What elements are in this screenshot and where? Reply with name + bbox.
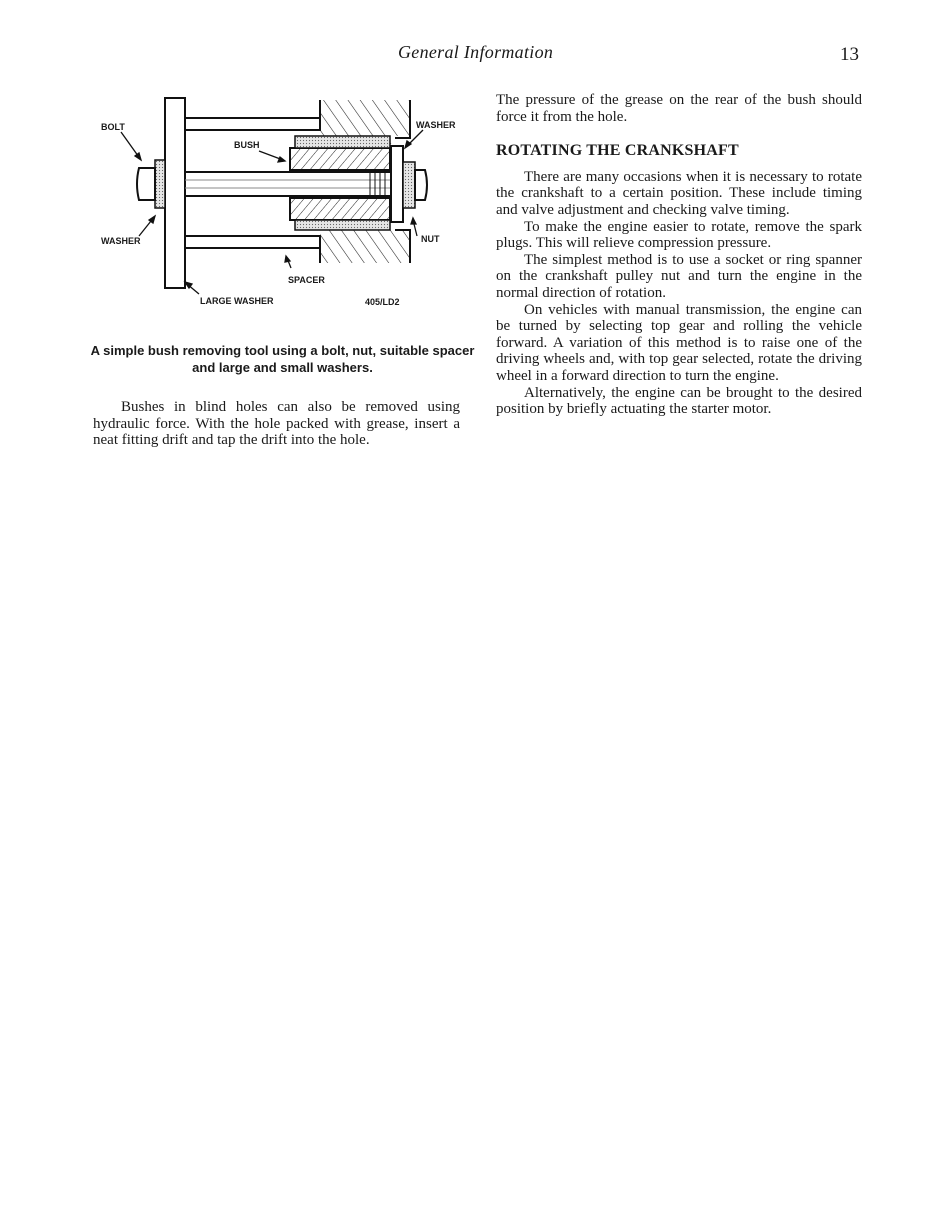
label-bush: BUSH — [234, 140, 260, 150]
bolt-head — [137, 160, 165, 208]
bush-removing-tool-diagram — [95, 88, 470, 318]
body-paragraph: Bushes in blind holes can also be removed using hydraulic force. With the hole packed with grease, insert a neat fitting drift and tap the drift into the hole. — [93, 399, 460, 449]
label-washer-left: WASHER — [101, 236, 141, 246]
header-title: General Information — [398, 42, 554, 62]
body-paragraph: Alternatively, the engine can be brought to the desired position by briefly actuating the starter motor. — [496, 384, 862, 418]
body-paragraph: The pressure of the grease on the rear of the bush should force it from the hole. — [496, 92, 862, 125]
label-nut: NUT — [421, 234, 440, 244]
right-column — [496, 92, 862, 418]
figure-code: 405/LD2 — [365, 297, 400, 307]
left-column — [93, 399, 460, 449]
washer-and-nut — [391, 146, 427, 222]
label-washer-right: WASHER — [416, 120, 456, 130]
large-washer — [165, 98, 185, 288]
label-bolt: BOLT — [101, 122, 125, 132]
section-heading: ROTATING THE CRANKSHAFT — [496, 142, 739, 160]
body-paragraph: To make the engine easier to rotate, remove the spark plugs. This will relieve compression pressure. — [496, 218, 862, 252]
bolt-shank — [185, 172, 405, 196]
label-large-washer: LARGE WASHER — [200, 296, 274, 306]
label-spacer: SPACER — [288, 275, 325, 285]
figure-caption: A simple bush removing tool using a bolt, nut, suitable spacer and large and small washers. — [90, 343, 475, 375]
body-paragraph: The simplest method is to use a socket or ring spanner on the crankshaft pulley nut and turn the engine in the normal direction of rotation. — [496, 251, 862, 301]
body-paragraph: There are many occasions when it is necessary to rotate the crankshaft to a certain position. These include timing and valve adjustment and checking valve timing. — [496, 168, 862, 218]
bush-removing-tool-figure — [95, 88, 470, 318]
body-paragraph: On vehicles with manual transmission, the engine can be turned by selecting top gear and rolling the vehicle forward. A variation of this method is to raise one of the driving wheels and, with top gear selected, rotate the driving wheel in a forward direction to turn the engine. — [496, 301, 862, 384]
page-header — [0, 42, 935, 68]
page-number: 13 — [840, 44, 859, 65]
